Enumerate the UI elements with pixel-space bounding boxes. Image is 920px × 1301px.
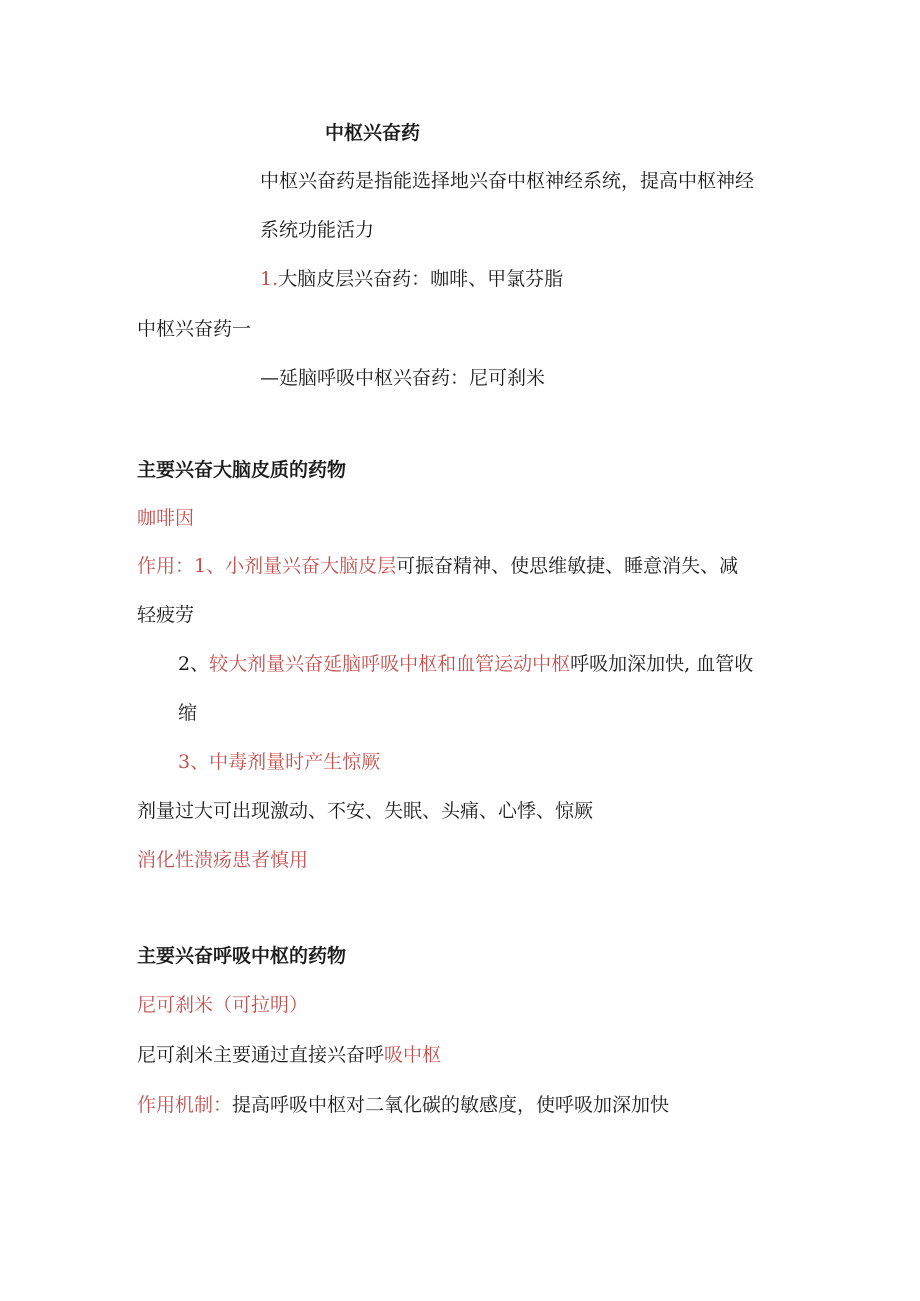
section-2-drug-name: 尼可刹米（可拉明） (137, 994, 309, 1016)
intro-line-1: 中枢兴奋药是指能选择地兴奋中枢神经系统，提高中枢神经 (260, 170, 755, 192)
effect-2-text: 呼吸加深加快, 血管收 (570, 653, 754, 675)
description-highlight: 吸中枢 (384, 1044, 442, 1066)
section-1-effect-2-cont: 缩 (178, 702, 198, 724)
effect-1-text: 可振奋精神、使思维敏捷、睡意消失、减 (396, 555, 739, 577)
classification-group-label: 中枢兴奋药一 (137, 318, 252, 340)
section-1-effect-3: 3、中毒剂量时产生惊厥 (178, 751, 381, 773)
page-title: 中枢兴奋药 (325, 122, 421, 144)
effect-2-highlight: 较大剂量兴奋延脑呼吸中枢和血管运动中枢 (209, 653, 571, 675)
section-1-overdose: 剂量过大可出现激动、不安、失眠、头痛、心悸、惊厥 (137, 800, 594, 822)
section-1-drug-name: 咖啡因 (137, 507, 195, 529)
section-1-caution: 消化性溃疡患者慎用 (137, 849, 309, 871)
section-2-description (137, 1042, 441, 1068)
mechanism-text: 提高呼吸中枢对二氧化碳的敏感度，使呼吸加深加快 (232, 1094, 670, 1116)
effect-2-number: 2、 (178, 653, 210, 675)
intro-line-2: 系统功能活力 (260, 219, 375, 241)
section-2-mechanism (137, 1092, 669, 1118)
classification-item-1-text: 大脑皮层兴奋药：咖啡、甲氯芬脂 (278, 268, 564, 290)
mechanism-label: 作用机制： (137, 1094, 233, 1116)
section-2-heading: 主要兴奋呼吸中枢的药物 (137, 945, 347, 967)
classification-item-2: —延脑呼吸中枢兴奋药：尼可刹米 (260, 367, 546, 389)
section-1-effect-1-cont: 轻疲劳 (137, 604, 195, 626)
description-text: 尼可刹米主要通过直接兴奋呼 (137, 1044, 385, 1066)
section-1-effect-1 (137, 553, 738, 579)
effect-1-highlight: 作用：1、小剂量兴奋大脑皮层 (137, 555, 397, 577)
classification-item-1-number: 1. (260, 268, 279, 290)
section-1-effect-2 (178, 651, 753, 677)
classification-item-1 (260, 266, 563, 292)
section-1-heading: 主要兴奋大脑皮质的药物 (137, 459, 347, 481)
